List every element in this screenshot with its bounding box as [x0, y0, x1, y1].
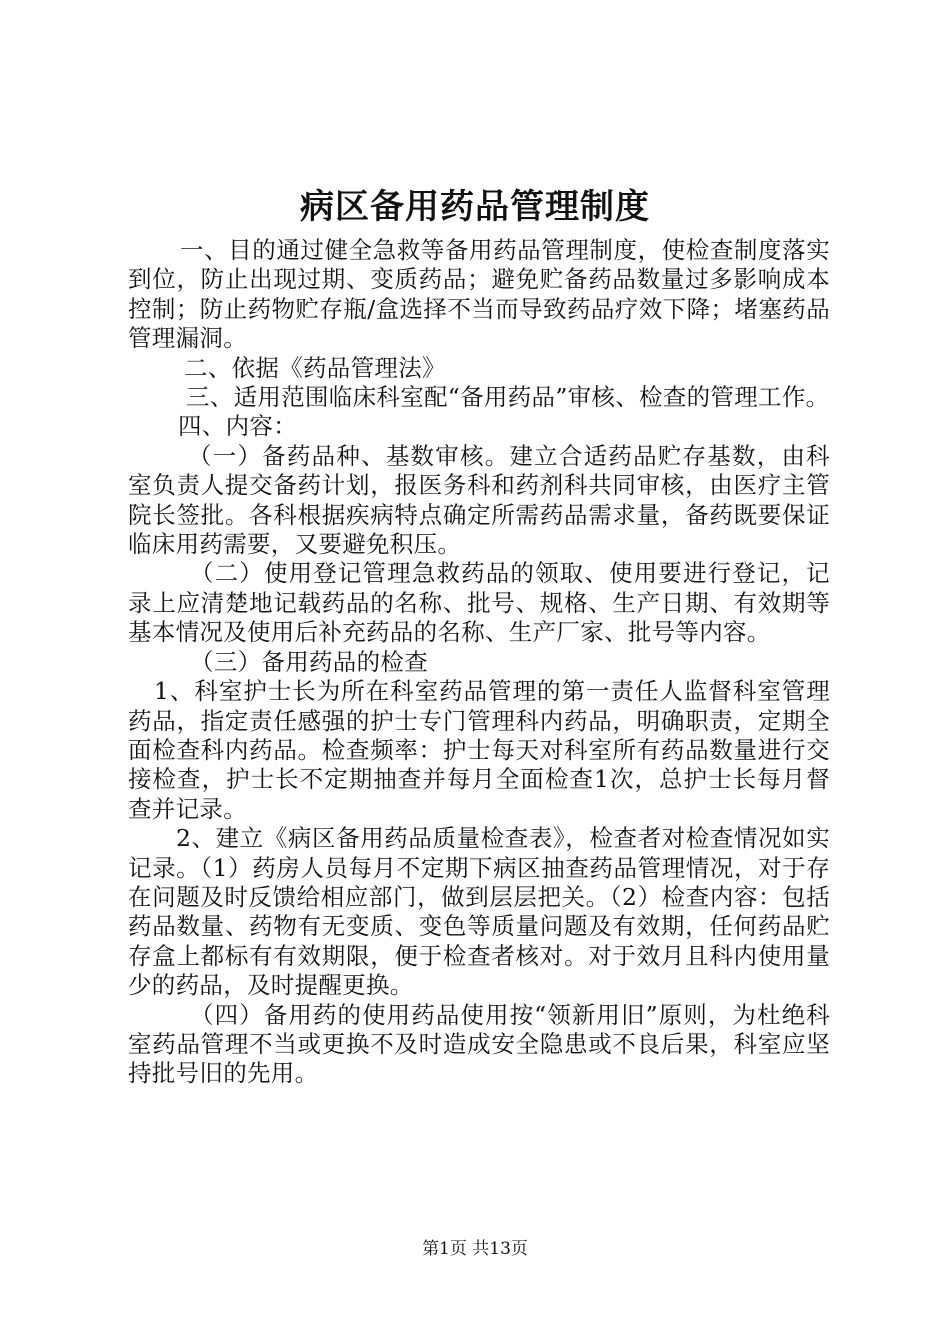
paragraph-basis: 二、依据《药品管理法》	[184, 353, 446, 382]
paragraph-section-4: （四）备用药的使用药品使用按“领新用旧”原则，为杜绝科室药品管理不当或更换不及时造成安全隐患或不良后果，科室应坚持批号旧的先用。	[128, 1000, 830, 1088]
paragraph-section-2: （二）使用登记管理急救药品的领取、使用要进行登记，记录上应清楚地记载药品的名称、批号、规格、生产日期、有效期等基本情况及使用后补充药品的名称、生产厂家、批号等内容。	[128, 559, 830, 647]
document-title: 病区备用药品管理制度	[300, 187, 650, 227]
paragraph-purpose: 一、目的通过健全急救等备用药品管理制度，使检查制度落实到位，防止出现过期、变质药品；避免贮备药品数量过多影响成本控制；防止药物贮存瓶/盒选择不当而导致药品疗效下降；堵塞药品管理漏洞。	[128, 236, 830, 353]
paragraph-section-1: （一）备药品种、基数审核。建立合适药品贮存基数，由科室负责人提交备药计划，报医务科和药剂科共同审核，由医疗主管院长签批。各科根据疾病特点确定所需药品需求量，备药既要保证临床用药需要，又要避免积压。	[128, 441, 830, 559]
paragraph-section-3-heading: （三）备用药品的检查	[190, 647, 428, 676]
page-number: 第1页 共13页	[422, 1239, 528, 1259]
paragraph-content-heading: 四、内容：	[178, 412, 297, 441]
document-body	[128, 236, 830, 1089]
paragraph-scope: 三、适用范围临床科室配“备用药品”审核、检查的管理工作。	[186, 383, 830, 412]
paragraph-item-2: 2、建立《病区备用药品质量检查表》，检查者对检查情况如实记录。（1）药房人员每月不定期下病区抽查药品管理情况，对于存在问题及时反馈给相应部门，做到层层把关。（2）检查内容：包括药品数量、药物有无变质、变色等质量问题及有效期，任何药品贮存盒上都标有有效期限，便于检查者核对。对于效月且科内使用量少的药品，及时提醒更换。	[128, 824, 830, 1000]
paragraph-item-1: 1、科室护士长为所在科室药品管理的第一责任人监督科室管理药品，指定责任感强的护士专门管理科内药品，明确职责，定期全面检查科内药品。检查频率：护士每天对科室所有药品数量进行交接检查，护士长不定期抽查并每月全面检查1次，总护士长每月督查并记录。	[128, 677, 830, 823]
